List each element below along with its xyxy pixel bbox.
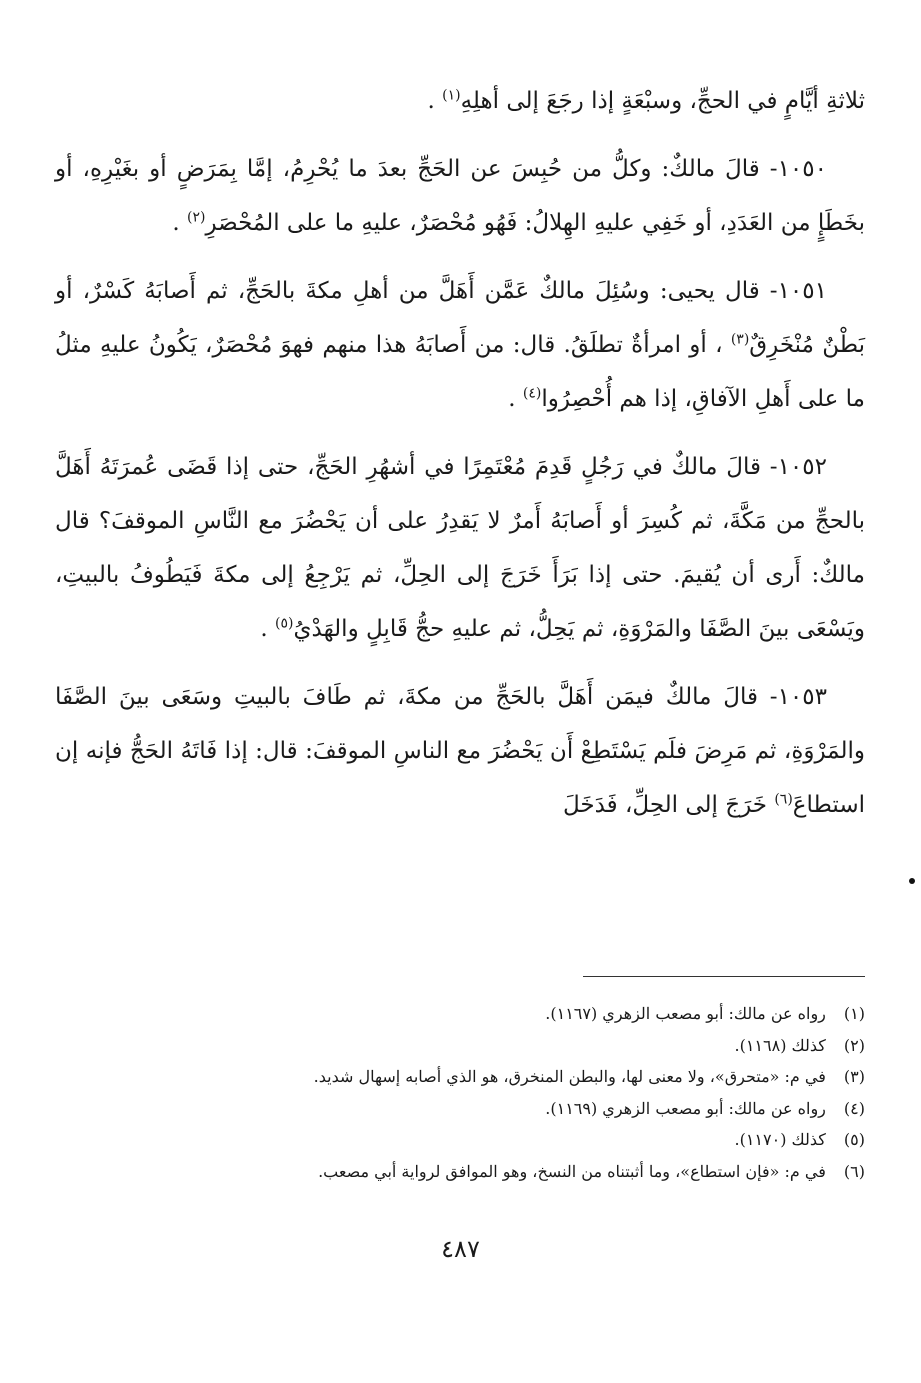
paragraph-continuation (55, 74, 865, 128)
footnote-text: رواه عن مالك: أبو مصعب الزهري (١١٦٧). (545, 1004, 826, 1023)
page-number: ٤٨٧ (441, 1235, 480, 1263)
paragraph-1051 (55, 264, 865, 426)
footnote-item (60, 1124, 865, 1156)
paragraph-1050 (55, 142, 865, 250)
paragraph-text: ١٠٥٠- قالَ مالكٌ: وكلُّ من حُبِسَ عن الحَجِّ بعدَ ما يُحْرِمُ، إمَّا بِمَرَضٍ أو بغَيْرِهِ، أو بخَطَإٍ من العَدَدِ، أو خَفِي عليهِ الهِلالُ: فَهُو مُحْصَرٌ، عليهِ ما على المُحْصَرِ (55, 156, 865, 236)
footnote-number: (٤) (843, 1098, 865, 1118)
footnote-item (60, 1061, 865, 1093)
footnote-text: كذلك (١١٦٨). (734, 1035, 826, 1055)
paragraph-text: ١٠٥١- قال يحيى: وسُئِلَ مالكٌ عَمَّن أَهَلَّ من أهلِ مكةَ بالحَجِّ، ثم أَصابَهُ كَسْرٌ، أو بَطْنٌ مُنْخَرِقٌ (55, 278, 865, 358)
footnote-ref: (٣) (730, 331, 750, 348)
paragraph-tail: . (172, 210, 187, 236)
footnote-number: (٣) (843, 1067, 865, 1086)
footnote-number: (٦) (843, 1161, 865, 1181)
footnote-item (60, 998, 865, 1030)
footnote-number: (٥) (843, 1130, 865, 1149)
paragraph-text: ١٠٥٢- قالَ مالكٌ في رَجُلٍ قَدِمَ مُعْتَمِرًا في أشهُرِ الحَجِّ، حتى إذا قَضَى عُمرَتَهُ أَهَلَّ بالحجِّ من مَكَّةَ، ثم كُسِرَ أو أَصابَهُ أَمرٌ لا يَقدِرُ على أن يَحْضُرَ مع النَّاسِ الموقفَ؟ قال مالكٌ: أَرى أن يُقيمَ. حتى إذا بَرَأَ خَرَجَ إلى الحِلِّ، ثم يَرْجِعُ إلى مكةَ فَيَطُوفُ بالبيتِ، ويَسْعَى بينَ الصَّفَا والمَرْوَةِ، ثم يَحِلُّ، ثم عليهِ حجُّ قَابِلٍ والهَدْيُ (55, 454, 865, 642)
paragraph-tail: . (427, 88, 443, 114)
footnote-ref: (٥) (275, 615, 294, 632)
footnote-item (60, 1093, 865, 1125)
footnote-text: كذلك (١١٧٠). (734, 1130, 826, 1149)
main-text (55, 74, 865, 832)
footnote-ref: (١) (442, 87, 461, 104)
paragraph-tail: . (508, 386, 523, 412)
footnote-ref: (٤) (522, 385, 542, 402)
footnote-number: (٢) (843, 1035, 865, 1055)
footnotes (60, 998, 865, 1187)
paragraph-1052 (55, 440, 865, 656)
footnote-ref: (٢) (186, 209, 206, 226)
footnote-item (60, 1030, 865, 1062)
footnote-separator (583, 976, 865, 977)
paragraph-tail: خَرَجَ إلى الحِلِّ، فَدَخَلَ (562, 792, 775, 818)
footnote-number: (١) (843, 1004, 865, 1023)
margin-mark (909, 878, 915, 884)
paragraph-text: ثلاثةِ أيَّامٍ في الحجِّ، وسبْعَةٍ إذا رجَعَ إلى أهلِهِ (460, 88, 865, 114)
footnote-text: رواه عن مالك: أبو مصعب الزهري (١١٦٩). (545, 1098, 826, 1118)
paragraph-tail: ، أو امرأةٌ تطلَقُ. قال: من أَصابَهُ هذا منهم فهوَ مُحْصَرٌ، يَكُونُ عليهِ مثلُ ما على أَهلِ الآفاقِ، إذا هم أُحْصِرُوا (55, 332, 865, 412)
footnote-text: في م: «فإن استطاع»، وما أثبتناه من النسخ، وهو الموافق لرواية أبي مصعب. (318, 1161, 826, 1181)
paragraph-1053 (55, 670, 865, 832)
footnote-item (60, 1156, 865, 1188)
paragraph-tail: . (260, 616, 276, 642)
footnote-text: في م: «متحرق»، ولا معنى لها، والبطن المنخرق، هو الذي أصابه إسهال شديد. (313, 1067, 826, 1086)
paragraph-text: ١٠٥٣- قالَ مالكٌ فيمَن أَهَلَّ بالحَجِّ من مكةَ، ثم طَافَ بالبيتِ وسَعَى بينَ الصَّفَا والمَرْوَةِ، ثم مَرِضَ فلَم يَسْتَطِعْ أَن يَحْضُرَ مع الناسِ الموقفَ: قال: إذا فَاتَهُ الحَجُّ فإنه إن استطاعَ (55, 684, 865, 818)
footnote-ref: (٦) (774, 791, 793, 808)
